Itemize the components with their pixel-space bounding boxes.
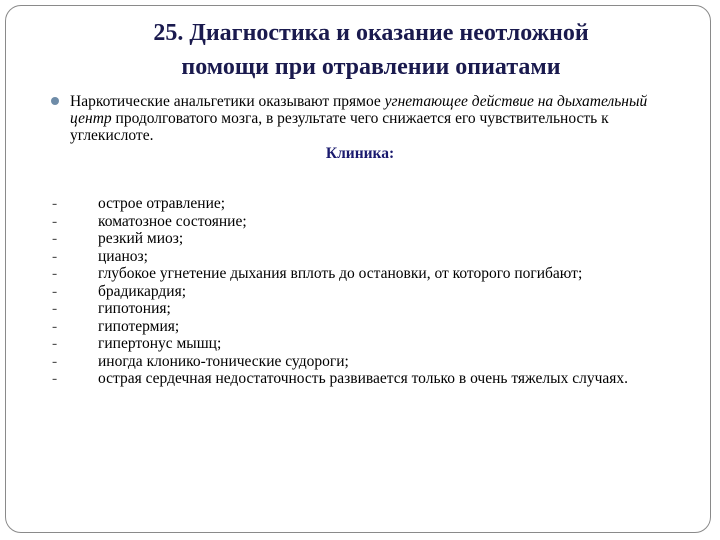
dash-marker: - — [52, 352, 58, 370]
title-line-2: помощи при отравлении опиатами — [181, 54, 561, 80]
list-item — [52, 319, 632, 334]
dash-marker: - — [52, 265, 58, 282]
dash-marker: - — [52, 300, 58, 317]
symptom-list — [52, 196, 632, 389]
list-item — [52, 266, 632, 281]
title-line-1: 25. Диагностика и оказание неотложной — [153, 20, 589, 46]
list-item-text: гипертонус мышц; — [98, 335, 222, 352]
list-item-text: брадикардия; — [98, 282, 187, 300]
list-item — [52, 336, 632, 351]
dash-marker: - — [52, 230, 58, 247]
list-item-text: гипотония; — [98, 300, 171, 317]
dash-marker: - — [52, 212, 58, 230]
list-item — [52, 354, 632, 369]
intro-text — [70, 93, 650, 144]
list-item-text: резкий миоз; — [98, 230, 184, 247]
intro-part-2: продолговатого мозга, в результате чего снижается его чувствительность к углекислоте. — [70, 110, 609, 144]
dash-marker: - — [52, 282, 58, 300]
list-item — [52, 249, 632, 264]
list-item-text: иногда клонико-тонические судороги; — [98, 352, 349, 370]
list-item — [52, 214, 632, 229]
list-item-text: цианоз; — [98, 247, 148, 265]
list-item-text: коматозное состояние; — [98, 212, 247, 230]
intro-part-1: Наркотические анальгетики оказывают прямое — [70, 93, 385, 110]
dash-marker: - — [52, 195, 58, 212]
dash-marker: - — [52, 247, 58, 265]
list-item-text: глубокое угнетение дыхания вплоть до остановки, от которого погибают; — [98, 265, 583, 282]
list-item — [52, 371, 632, 386]
intro-paragraph — [70, 93, 650, 162]
bullet-icon — [51, 97, 59, 105]
list-item — [52, 231, 632, 246]
dash-marker: - — [52, 335, 58, 352]
dash-marker: - — [52, 370, 58, 387]
list-item-text: гипотермия; — [98, 317, 180, 335]
intro-emphasis: угнетающее действие на дыхательный центр — [70, 93, 648, 127]
list-item — [52, 196, 632, 211]
list-item-text: острое отравление; — [98, 195, 226, 212]
list-item-text: острая сердечная недостаточность развивается только в очень тяжелых случаях. — [98, 370, 628, 387]
slide-title — [66, 16, 676, 84]
list-item — [52, 301, 632, 316]
list-item — [52, 284, 632, 299]
clinic-heading: Клиника: — [325, 145, 395, 162]
dash-marker: - — [52, 317, 58, 335]
